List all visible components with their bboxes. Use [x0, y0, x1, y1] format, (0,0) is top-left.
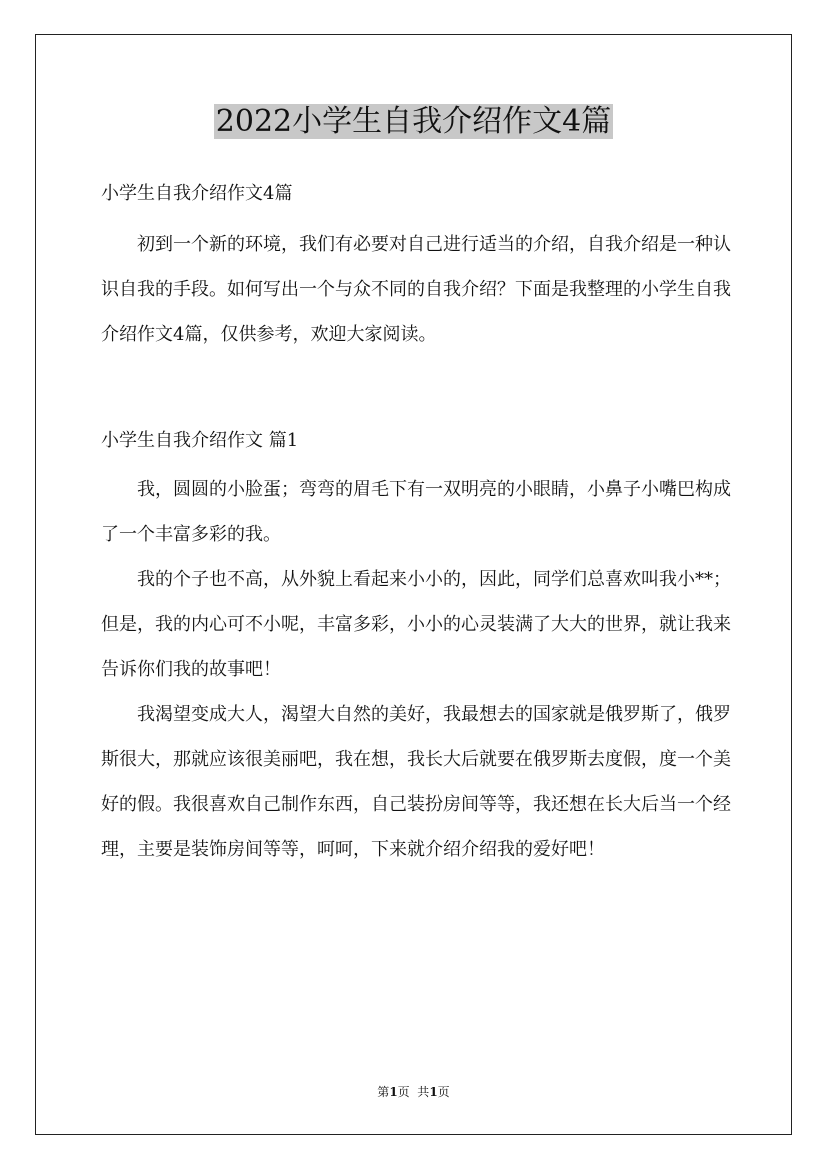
- section-1-paragraph: 我，圆圆的小脸蛋；弯弯的眉毛下有一双明亮的小眼睛，小鼻子小嘴巴构成了一个丰富多彩的我。: [101, 479, 731, 545]
- document-subtitle: 小学生自我介绍作文4篇: [101, 183, 293, 204]
- section-1-paragraph: 我的个子也不高，从外貌上看起来小小的，因此，同学们总喜欢叫我小**；但是，我的内心可不小呢，丰富多彩，小小的心灵装满了大大的世界，就让我来告诉你们我的故事吧！: [101, 569, 731, 680]
- page-footer: [0, 1082, 827, 1102]
- section-1-body: [101, 467, 731, 872]
- page-total-number: 1: [429, 1085, 438, 1099]
- page-label-prefix: 第: [377, 1085, 390, 1099]
- intro-paragraph: 初到一个新的环境，我们有必要对自己进行适当的介绍，自我介绍是一种认识自我的手段。如何写出一个与众不同的自我介绍？下面是我整理的小学生自我介绍作文4篇，仅供参考，欢迎大家阅读。: [101, 234, 731, 345]
- page-label-mid: 页 共: [397, 1085, 430, 1099]
- document-title-text: 2022小学生自我介绍作文4篇: [215, 104, 612, 139]
- document-body: [101, 174, 731, 872]
- section-1-paragraph: 我渴望变成大人，渴望大自然的美好，我最想去的国家就是俄罗斯了，俄罗斯很大，那就应该很美丽吧，我在想，我长大后就要在俄罗斯去度假，度一个美好的假。我很喜欢自己制作东西，自己装扮房间等等，我还想在长大后当一个经理，主要是装饰房间等等，呵呵，下来就介绍介绍我的爱好吧！: [101, 704, 731, 860]
- section-1-title: 小学生自我介绍作文 篇1: [101, 430, 299, 451]
- page-current-number: 1: [389, 1085, 398, 1099]
- page-label-suffix: 页: [437, 1085, 450, 1099]
- document-title: [0, 100, 827, 144]
